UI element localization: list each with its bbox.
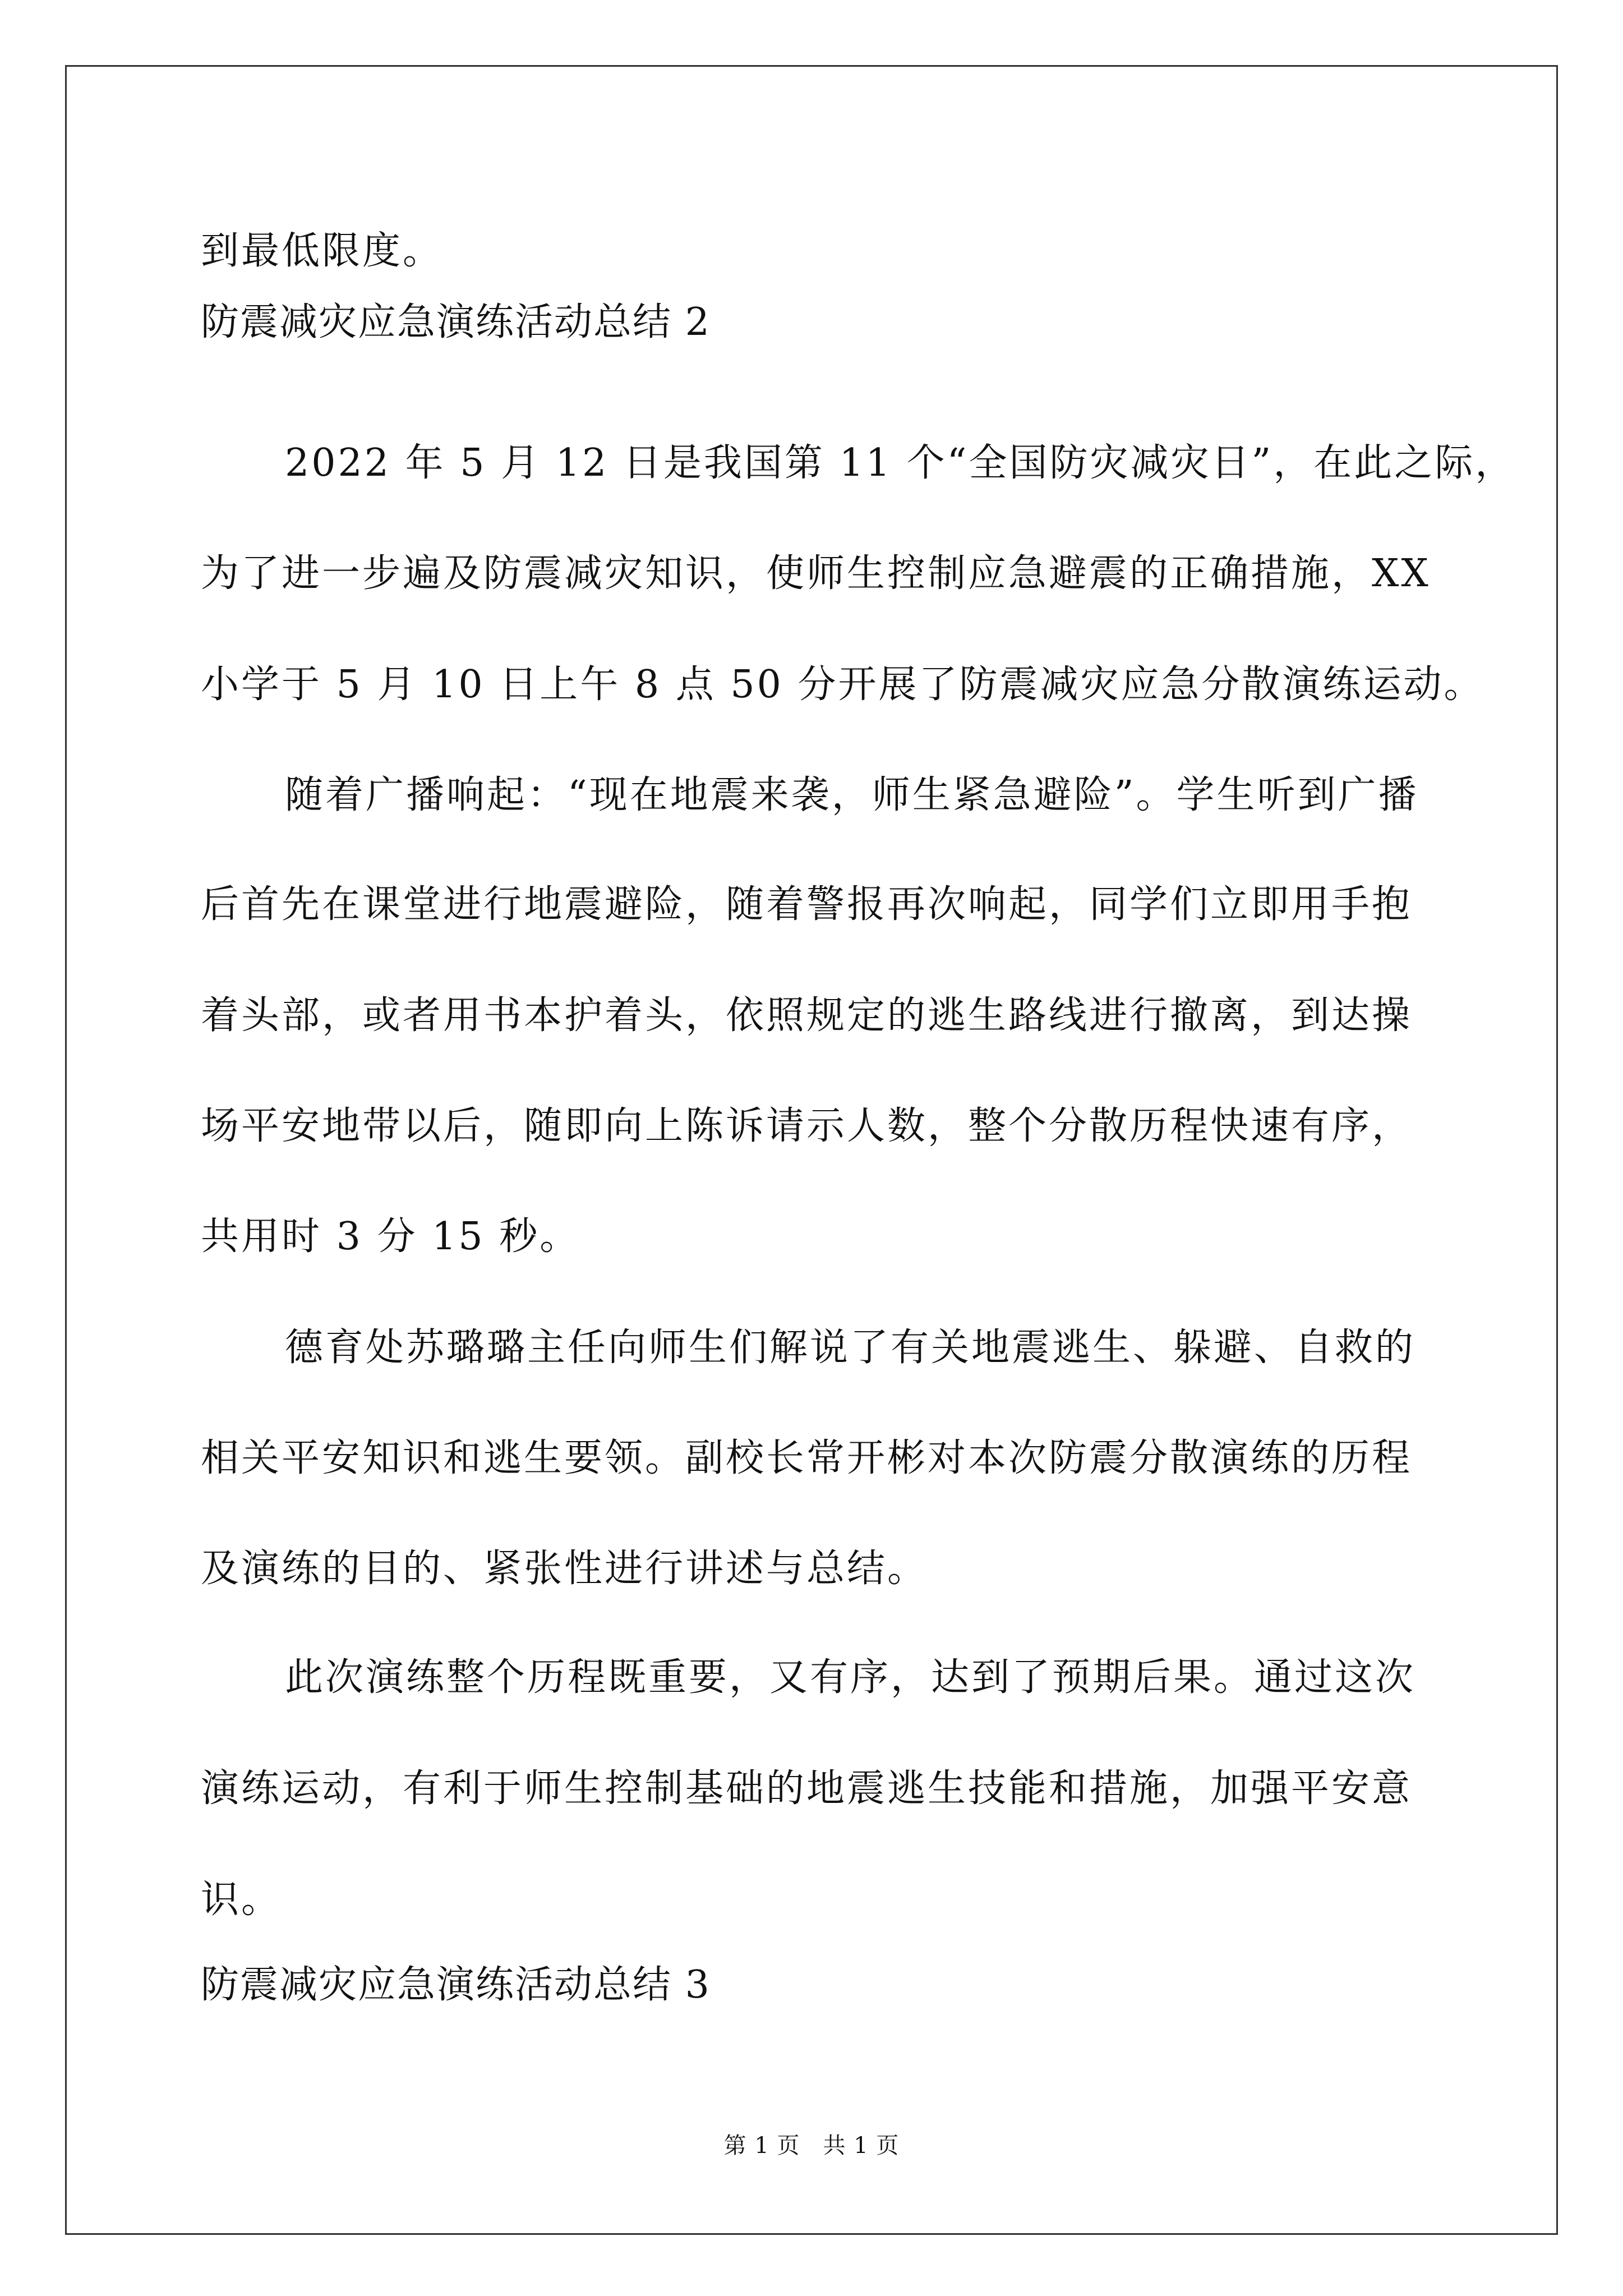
page-number-footer: 第 1 页 共 1 页 [723, 2133, 900, 2159]
text-line: 演练运动，有利于师生控制基础的地震逃生技能和措施，加强平安意 [201, 1766, 1413, 1811]
text-line: 随着广播响起：“现在地震来袭，师生紧急避险”。学生听到广播 [285, 773, 1419, 817]
text-line: 共用时 3 分 15 秒。 [201, 1214, 580, 1259]
text-line: 此次演练整个历程既重要，又有序，达到了预期后果。通过这次 [285, 1655, 1416, 1700]
text-line: 识。 [201, 1878, 282, 1922]
text-line: 到最低限度。 [201, 229, 444, 273]
section-heading: 防震减灾应急演练活动总结 3 [201, 1963, 711, 2007]
section-heading: 防震减灾应急演练活动总结 2 [201, 300, 711, 344]
text-line: 着头部，或者用书本护着头，依照规定的逃生路线进行撤离，到达操 [201, 993, 1413, 1038]
text-line: 场平安地带以后，随即向上陈诉请示人数，整个分散历程快速有序， [201, 1104, 1413, 1148]
text-line: 德育处苏璐璐主任向师生们解说了有关地震逃生、躲避、自救的 [285, 1326, 1416, 1370]
text-line: 为了进一步遍及防震减灾知识，使师生控制应急避震的正确措施，XX [201, 551, 1431, 596]
text-line: 小学于 5 月 10 日上午 8 点 50 分开展了防震减灾应急分散演练运动。 [201, 662, 1484, 707]
text-line: 及演练的目的、紧张性进行讲述与总结。 [201, 1547, 928, 1591]
text-line: 相关平安知识和逃生要领。副校长常开彬对本次防震分散演练的历程 [201, 1436, 1413, 1480]
text-line: 2022 年 5 月 12 日是我国第 11 个“全国防灾减灾日”，在此之际， [285, 441, 1516, 485]
text-line: 后首先在课堂进行地震避险，随着警报再次响起，同学们立即用手抱 [201, 882, 1413, 927]
